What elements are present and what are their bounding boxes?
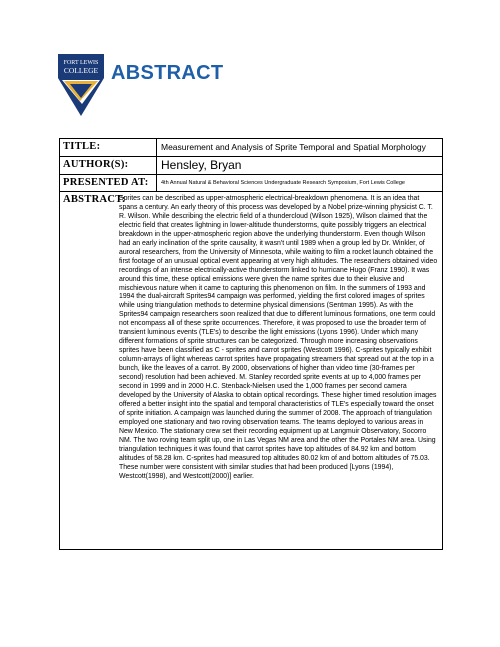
author-row — [60, 157, 442, 175]
abstract-label: ABSTRACT: — [63, 194, 126, 205]
shield-logo-icon — [58, 54, 104, 116]
title-row — [60, 139, 442, 157]
logo-text-line2: COLLEGE — [63, 66, 99, 75]
title-value: Measurement and Analysis of Sprite Temporal and Spatial Morphology — [161, 142, 426, 152]
presented-at-label: PRESENTED AT: — [60, 175, 157, 191]
author-value: Hensley, Bryan — [161, 158, 242, 172]
abstract-text: Sprites can be described as upper-atmospheric electrical-breakdown phenomena. It is an idea that spans a century. An early theory of this process was developed by a Nobel prize-winning physicist C. T. R. Wilson. While describing the electric field of a thundercloud (Wilson 1925), Wilson claimed that the electric field that creates lightning in lower-altitude thunderstorms, quite possibly triggers an electrical breakdown in the upper-atmospheric region above the underlying thunderstorm. Even though Wilson had an early inclination of the sprite causality, it wasn't until 1989 when a group led by Dr. Winkler, of auroral researchers, from the University of Minnesota, while waiting to film a rocket launch obtained the first footage of an unusual optical event appearing at very high altitudes. The researchers obtained video recordings of an intense electrically-active thunderstorm linked to hurricane Hugo (Franz 1990). It was around this time, these optical emissions were given the name sprites due to their elusive and mischievous nature when it came to capturing this phenomenon on film. In the summers of 1993 and 1994 the dual-aircraft Sprites94 campaign was performed, yielding the first colored images of sprites while using triangulation methods to determine physical dimensions (Sentman 1995). As with the Sprites94 campaign researchers soon realized that due to different luminous formations, one term could not encompass all of these sprite occurrences. Therefore, it was proposed to use the broader term of transient luminous events (TLE's) to describe the light emissions (Lyons 1996). Under which many different formations of sprite structures can be categorized. Through more increasing observations sprites have been classified as C - sprites and carrot sprites (Westcott 1996). C-sprites typically exhibit column-arrays of light whereas carrot sprites have propagating streamers that spread out at the top in a bunch, like the leaves of a carrot. By 2000, observations of higher than video time (30-frames per second) resolution had been achieved. M. Stanley recorded sprite events at up to 4,000 frames per second in 1999 and in 2000 H.C. Stenback-Nielsen used the 1,000 frames per second camera developed by the University of Alaska to obtain optical recordings. These higher timed resolution images offered a better insight into the spatial and temporal characteristics of TLE's especially toward the onset of sprite initiation. A campaign was launched during the summer of 2008. The approach of triangulation employed one stationary and two roving observation teams. The teams deployed to various areas in New Mexico. The stationary crew set their recording equipment up at Langmuir Observatory, Socorro NM. The two roving team split up, one in Las Vegas NM area and the other the Portales NM area. Using triangulation techniques it was found that carrot sprites have top altitudes of 84.92 km and bottom altitudes of 58.28 km. C-sprites had measured top altitudes 80.02 km of and bottom altitudes of 75.03. These number were consistent with similar studies that had been produced [Lyons (1994), Westcott(1998), and Westcott(2000)] earlier. — [119, 195, 438, 480]
logo-text-line1: FORT LEWIS — [63, 60, 99, 66]
abstract-heading: ABSTRACT — [111, 62, 224, 84]
abstract-info-table — [59, 138, 443, 550]
fort-lewis-college-logo — [58, 54, 104, 116]
author-label: AUTHOR(S): — [60, 157, 157, 174]
title-label: TITLE: — [60, 139, 157, 156]
presented-at-value: 4th Annual Natural & Behavioral Sciences Undergraduate Research Symposium, Fort Lewis College — [161, 180, 405, 186]
abstract-row — [60, 192, 442, 552]
presented-at-row — [60, 175, 442, 192]
